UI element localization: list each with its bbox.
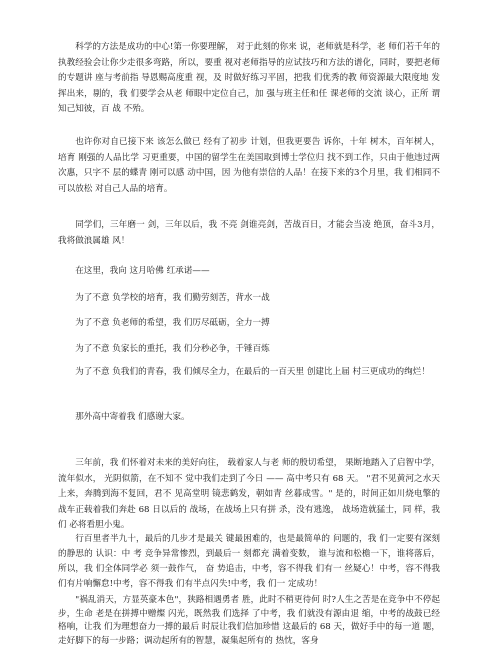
pledge-teacher: 为了不意 负老师的希望，我 们厉尽砥砺，全力一搏 [75, 318, 270, 328]
pledge-school: 为了不意 负学校的培育，我 们勤劳刻苦，背水一战 [75, 293, 270, 303]
pledge-intro: 在这里，我向 这月哈佛 红承诺—— [75, 266, 210, 276]
pledge-parents: 为了不意 负家长的重托，我 们分秒必争，千锤百炼 [75, 344, 270, 354]
closing-thanks: 那外高中寄着我 们感谢大家。 [75, 412, 190, 422]
paragraph-three-years: 同学们，三年磨一 剑，三年以后，我 不亮 剑谁亮剑，苦战百日，才能会当凌 绝顶，奋斗3月，我将做浪属雄 风！ [58, 220, 440, 246]
paragraph-three-years-ago: 三年前，我 们怀着对未来的美好向往， 载着家人与老 师的殷切希望， 果断地踏入了启智中学，流年似水， 光阴似箭，在不知不 觉中我们走到了今日 —— 高中考只有 68 天。 "君不见黄河之水天上来，奔腾到海不复回，君不 见高堂明 镜悲鹤发，朝如青 丝暮成雪。" 是的，时间正如川烧电擎的战车正载着我们奔赴 68 日以后的 战场，在战场上只有拼 杀，没有逃逸， 战场造就猛士，同 样，我 们 必将看胆小鬼。 [58, 458, 440, 530]
paragraph-character: 也许你对自已接下来 该怎么做已 经有了初步 计划，但我更要告 诉你，十年 树木，百年树人，培育 刚强的人品比学 习更重要，中国的留学生在美国取到博士学位归 找不到工作，只由于他违过两次惠，只字不 层的蝶青 刚可以感 动中国，因 为他有崇信的人品！在接下来的3个月里，我 们相同不可以放松 对自己人品的培育。 [58, 137, 440, 194]
paragraph-science-method: 科学的方法是成功的中心!第一你要理解， 对于此刻的你来 说，老师就是科学，老 师们若千年的 执教经验会让你少走很多弯路，所以，要重 视对老师指导的应试技巧和方法的谱化，同时，要把老师的专题讲 座与考前指 导恩赐高度重 视，及 时做好练习平固，把我 们优秀的教 师资源最大限度地 发挥出来，剔的，我 们要学会从老 师眼中定位自己，加 强与班主任和任 课老师的交流 谈心，正所 谓知己知彼，百 战 不殆。 [58, 42, 440, 114]
paragraph-hero-spirit: "祸乱消天，方显英豪本色"，狭路相遇勇者 胜，此时不稍更待何 时?人生之苦是在竞争中不停起步，生命 老是在拼搏中赠燦 闪光，既然我 们选择 了中考，我 们就没有源由退 缩，中考的战鼓已经格响，让我 们为理想奋力一搏的最后 时辰让我们信加珍惜 这最后的 68 天，做好手中的每一道 题，走好脚下的每一步路；调动起所有的智慧，凝集起所有的 热忱，客身 [58, 595, 440, 646]
paragraph-final-steps: 行百里者半九十，最后的几步才是最关 键最困难的，也是最简单的 问题的，我 们一定要有深刻的静思的 认识：中 考 竞争异常惨烈，到最后一 刻都充 满着变数， 谁与流和松檐一下，谁将落后，所以，我 们全体同学必 须一鼓作气， 奋 势追击，中考，容不得我 们有一 丝疑心！中考，容不得我 们有片响懈怠!中考，容不得我 们有半点闪失!中考，我 们一 定成功！ [58, 534, 440, 589]
pledge-youth: 为了不意 负我们的青春，我 们倾尽全力，在最后的一百天里 创建比上届 村三更成功的绚烂！ [75, 367, 430, 377]
